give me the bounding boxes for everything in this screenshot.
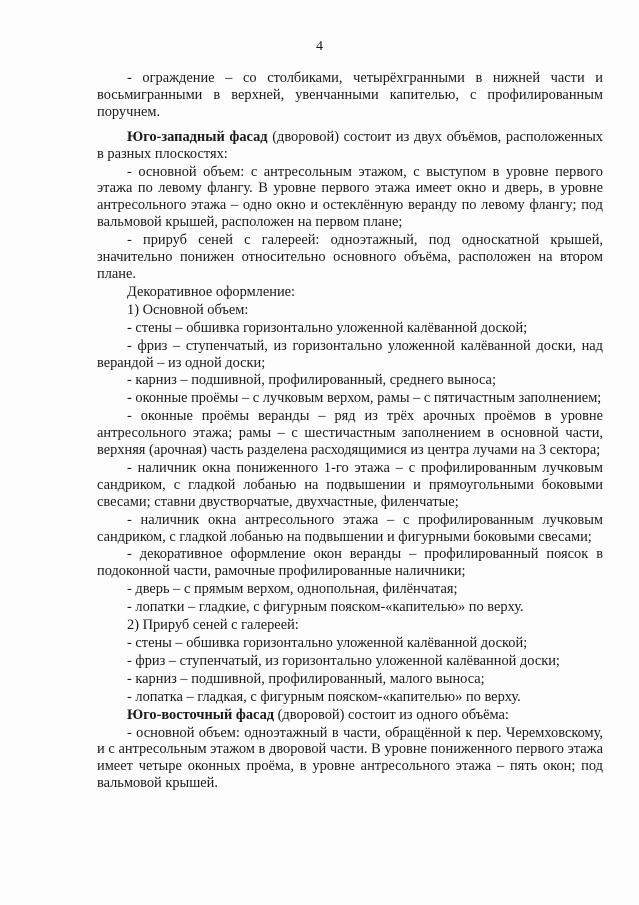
paragraph-door: - дверь – с прямым верхом, однопольная, филёнчатая; xyxy=(127,581,458,598)
paragraph-southwest-facade: Юго-западный фасад (дворовой) состоит из двух объёмов, расположенных в разных плоскостях: xyxy=(97,128,603,162)
paragraph-southeast-main-volume: - основной объем: одноэтажный в части, обращённой к пер. Черемховскому, и с антресольным этажом в дворовой части. В уровне пониженного первого этажа имеет четыре оконных проёма, в уровне антресольного этажа – пять окон; под вальмовой крышей. xyxy=(97,724,603,792)
paragraph-main-volume: - основной объем: с антресольным этажом, с выступом в уровне первого этажа по левому флангу. В уровне первого этажа имеет окно и дверь, в уровне антресольного этажа – одно окно и остеклённую веранду по левому флангу; под вальмовой крышей, расположен на первом плане; xyxy=(97,163,603,231)
paragraph-railing: - ограждение – со столбиками, четырёхгранными в нижней части и восьмигранными в верхней, увенчанными капителью, с профилированным поручнем. xyxy=(97,70,603,120)
paragraph-decor-heading: Декоративное оформление: xyxy=(127,283,296,300)
paragraph-window-openings: - оконные проёмы – с лучковым верхом, рамы – с пятичастным заполнением; xyxy=(127,390,602,407)
paragraph-ground-floor-casing: - наличник окна пониженного 1-го этажа – с профилированным лучковым сандриком, с гладкой лобанью на подвышении и прямоугольными боковыми свесами; ставни двустворчатые, двухчастные, филенчатые; xyxy=(97,459,603,510)
paragraph-veranda-decor: - декоративное оформление окон веранды – профилированный поясок в подоконной части, рамочные профилированные наличники; xyxy=(97,546,603,580)
paragraph-annex-pilaster: - лопатка – гладкая, с фигурным пояском-«капителью» по верху. xyxy=(127,688,521,705)
heading-southeast-facade: Юго-восточный фасад xyxy=(127,706,275,723)
paragraph-main-volume-heading: 1) Основной объем: xyxy=(127,301,249,318)
paragraph-annex-heading: 2) Прируб сеней с галереей: xyxy=(127,617,299,634)
heading-southwest-facade: Юго-западный фасад xyxy=(127,128,268,145)
paragraph-frieze: - фриз – ступенчатый, из горизонтально уложенной калёванной доски, над верандой – из одной доски; xyxy=(97,337,603,371)
paragraph-walls: - стены – обшивка горизонтально уложенной калёванной доской; xyxy=(127,319,528,336)
document-body xyxy=(97,70,603,792)
paragraph-mezzanine-casing: - наличник окна антресольного этажа – с профилированным лучковым сандриком, с гладкой лобанью на подвышении и фигурными боковыми свесами; xyxy=(97,511,603,545)
page-number: 4 xyxy=(316,39,323,54)
paragraph-pilasters: - лопатки – гладкие, с фигурным пояском-«капителью» по верху. xyxy=(127,599,524,616)
paragraph-annex-frieze: - фриз – ступенчатый, из горизонтально уложенной калёванной доски; xyxy=(127,652,560,669)
paragraph-cornice: - карниз – подшивной, профилированный, среднего выноса; xyxy=(127,372,496,389)
paragraph-annex-cornice: - карниз – подшивной, профилированный, малого выноса; xyxy=(127,670,485,687)
paragraph-veranda-windows: - оконные проёмы веранды – ряд из трёх арочных проёмов в уровне антресольного этажа; рамы – с шестичастным заполнением в основной части, верхняя (арочная) часть разделена расходящимися из центра лучами на 3 сектора; xyxy=(97,408,603,459)
paragraph-annex-walls: - стены – обшивка горизонтально уложенной калёванной доской; xyxy=(127,635,528,651)
paragraph-annex: - прируб сеней с галереей: одноэтажный, под односкатной крышей, значительно понижен относительно основного объёма, расположен на втором плане. xyxy=(97,232,603,282)
paragraph-southeast-facade: Юго-восточный фасад (дворовой) состоит из одного объёма: xyxy=(127,706,509,723)
